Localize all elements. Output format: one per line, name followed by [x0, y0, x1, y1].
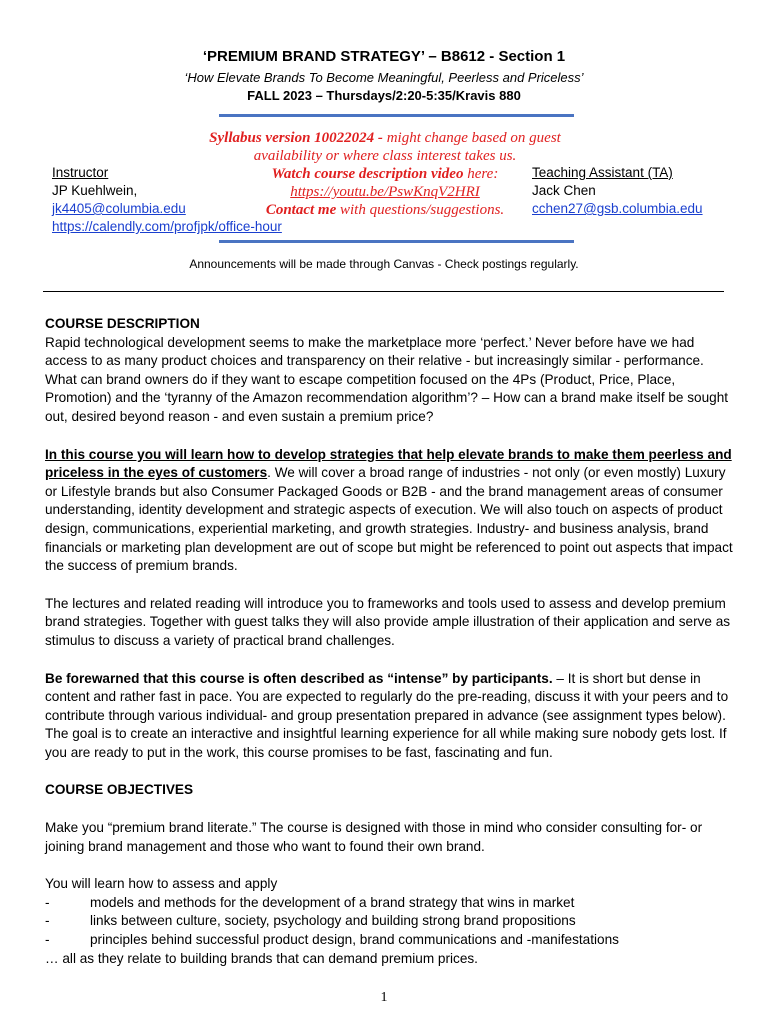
- course-description-p3: The lectures and related reading will introduce you to frameworks and tools used to assess and develop premium brand strategies. Together with guest talks they will also provide ample illustration of their application and serve as stimulus to discuss a variety of practical brand challenges.: [45, 595, 731, 648]
- course-description-p2: [45, 446, 735, 576]
- course-description-p4-bold: Be forewarned that this course is often described as “intense” by participants.: [45, 670, 553, 686]
- course-description-p2-rest: . We will cover a broad range of industries - not only (or even mostly) Luxury or Lifestyle brands but also Consumer Packaged Goods or B2B - and the brand management areas of consumer understanding, identity development and strategic aspects of execution. We will also touch on aspects of product design, communications, experiential marketing, and growth strategies. Industry- and business analysis, brand financials or marketing plan development are out of scope but might be referenced to point out aspects that impact the success of premium brands.: [45, 465, 733, 574]
- objective-text: principles behind successful product design, brand communications and -manifestations: [90, 932, 619, 948]
- office-hours-link[interactable]: https://calendly.com/profjpk/office-hour: [52, 219, 282, 234]
- instructor-block: [52, 164, 282, 236]
- announcement: Announcements will be made through Canvas - Check postings regularly.: [189, 257, 579, 271]
- contact-bold: Contact me: [265, 202, 337, 218]
- video-link[interactable]: https://youtu.be/PswKnqV2HRI: [290, 184, 480, 200]
- course-description-p4: [45, 670, 735, 763]
- course-objectives-intro: You will learn how to assess and apply: [45, 876, 278, 892]
- ta-block: [532, 164, 703, 218]
- list-item: - principles behind successful product design, brand communications and -manifestations: [45, 931, 735, 950]
- syllabus-body: [45, 315, 735, 968]
- course-title: ‘PREMIUM BRAND STRATEGY’ – B8612 - Section 1: [202, 48, 566, 65]
- course-description-p4-rest: – It is short but dense in content and rather fast in pace. You are expected to regularly do the pre-reading, discuss it with your peers and to contribute through various individual- and group presentation prepared in advance (see assignment types below). The goal is to create an interactive and insightful learning experience for all while making sure nobody gets lost. If you are ready to put in the work, this course promises to be fast, fascinating and fun.: [45, 670, 729, 760]
- course-objectives-p1: Make you “premium brand literate.” The course is designed with those in mind who consider consulting for- or joining brand management and those who want to found their own brand.: [45, 820, 703, 854]
- objective-text: links between culture, society, psychology and building strong brand propositions: [90, 913, 576, 929]
- objective-text: models and methods for the development of a brand strategy that wins in market: [90, 894, 575, 910]
- ta-email[interactable]: cchen27@gsb.columbia.edu: [532, 201, 703, 216]
- course-description-p1: Rapid technological development seems to make the marketplace more ‘perfect.’ Never before have we had access to as many product choices and transparency on their relative - but increasingly similar - performance. What can brand owners do if they want to escape competition focused on the 4Ps (Product, Price, Place, Promotion) and the ‘tyranny of the Amazon recommendation algorithm’? – How can a brand make itself be sought out, desired beyond reason - and even sustain a premium price?: [45, 334, 729, 424]
- course-description-heading: COURSE DESCRIPTION: [45, 316, 200, 331]
- course-description-p2-emphasis: In this course you will learn how to develop strategies that help elevate brands to make them peerless and priceless in the eyes of customers: [45, 446, 732, 481]
- list-item: - links between culture, society, psychology and building strong brand propositions: [45, 912, 735, 931]
- instructor-label: Instructor: [52, 165, 109, 180]
- course-objectives-closing: … all as they relate to building brands that can demand premium prices.: [45, 950, 478, 966]
- divider: [43, 291, 724, 292]
- course-term: FALL 2023 – Thursdays/2:20-5:35/Kravis 880: [247, 88, 521, 103]
- ta-label: Teaching Assistant (TA): [532, 165, 673, 180]
- syllabus-note-text: availability or where class interest takes us.: [253, 148, 517, 164]
- instructor-email[interactable]: jk4405@columbia.edu: [52, 201, 186, 216]
- course-subtitle: ‘How Elevate Brands To Become Meaningful, Peerless and Priceless’: [184, 70, 584, 85]
- objectives-list: [45, 894, 735, 950]
- ta-name: Jack Chen: [532, 183, 596, 198]
- course-objectives-heading: COURSE OBJECTIVES: [45, 782, 194, 798]
- bottom-blue-rule: [219, 240, 574, 243]
- instructor-name: JP Kuehlwein,: [52, 183, 138, 198]
- syllabus-version-bold: Syllabus version 10022024 -: [209, 130, 383, 146]
- watch-video-bold: Watch course description video: [271, 166, 464, 182]
- syllabus-version-rest: might change based on guest: [386, 130, 561, 146]
- page-number: 1: [380, 990, 388, 1005]
- top-blue-rule: [219, 114, 574, 117]
- contact-rest: with questions/suggestions.: [339, 202, 505, 218]
- syllabus-version: [200, 129, 570, 147]
- watch-video-rest: here:: [467, 166, 499, 182]
- syllabus-note: [200, 147, 570, 165]
- list-item: - models and methods for the development of a brand strategy that wins in market: [45, 894, 735, 913]
